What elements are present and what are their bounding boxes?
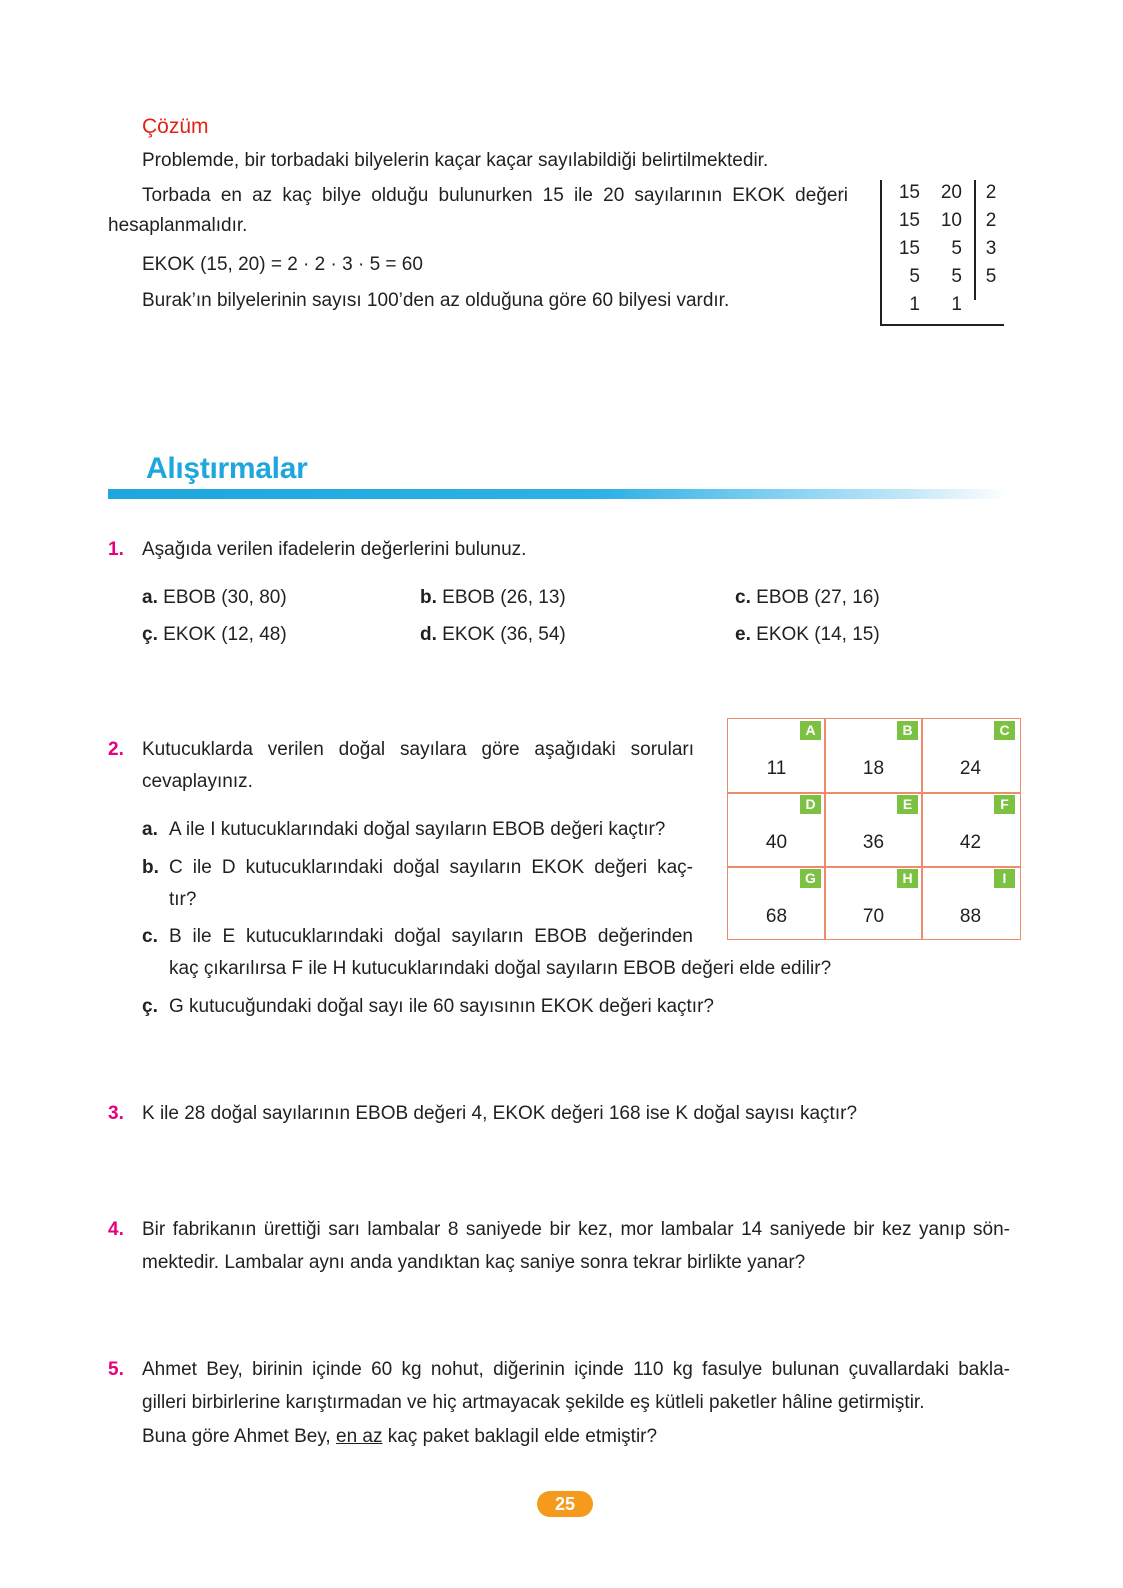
factor-divisor: 2: [985, 182, 997, 203]
grid-cell-value: 40: [765, 832, 788, 853]
q1-item-text: EBOB (27, 16): [756, 587, 880, 608]
grid-cell-d: [728, 793, 825, 866]
factor-cell: 1: [909, 294, 920, 315]
grid-cell-letter: B: [897, 721, 918, 740]
q1-item-text: EBOB (26, 13): [442, 587, 566, 608]
q1-item-b: [420, 586, 566, 610]
grid-cell-value: 36: [862, 832, 885, 853]
q1-item-text: EBOB (30, 80): [163, 587, 287, 608]
q5-text-line-1: Ahmet Bey, birinin içinde 60 kg nohut, diğerinin içinde 110 kg fasulye bulunan çuvallardaki bakla-: [142, 1359, 1010, 1380]
q2-a-label: a.: [142, 819, 158, 840]
q5-text-line-2: gilleri birbirlerine karıştırmadan ve hiç artmayacak şekilde eş kütleli paketler hâline getirmiştir.: [142, 1392, 925, 1413]
factor-cell: 5: [909, 266, 920, 287]
q2-c-label: c.: [142, 926, 158, 947]
solution-paragraph-2-line-1: Torbada en az kaç bilye olduğu bulunurken 15 ile 20 sayılarının EKOK değeri: [142, 185, 848, 206]
q3-number: 3.: [108, 1103, 124, 1124]
q1-item-label: d.: [420, 624, 437, 645]
solution-conclusion: Burak’ın bilyelerinin sayısı 100’den az olduğuna göre 60 bilyesi vardır.: [142, 290, 730, 311]
q2-a-text: A ile I kutucuklarındaki doğal sayıların EBOB değeri kaçtır?: [169, 819, 666, 840]
q1-text: Aşağıda verilen ifadelerin değerlerini bulunuz.: [142, 539, 527, 560]
q5-text-line-3: [142, 1425, 657, 1449]
factor-divisor: 5: [985, 266, 997, 287]
grid-cell-h: [825, 867, 922, 940]
q1-item-d: [420, 623, 566, 647]
grid-cell-g: [728, 867, 825, 940]
q5-text-underline: en az: [336, 1426, 383, 1447]
q2-number: 2.: [108, 739, 124, 760]
q2-cc-label: ç.: [142, 996, 158, 1017]
factor-cell: 20: [940, 182, 962, 203]
grid-cell-value: 70: [862, 906, 885, 927]
q1-number: 1.: [108, 539, 124, 560]
q2-b-text-line-1: C ile D kutucuklarındaki doğal sayıların EKOK değeri kaç-: [169, 857, 693, 878]
number-grid: [727, 718, 1021, 940]
q2-cc-text: G kutucuğundaki doğal sayı ile 60 sayısının EKOK değeri kaçtır?: [169, 996, 714, 1017]
q1-item-c: [735, 586, 880, 610]
factor-table-bottom-rule: [880, 324, 1004, 326]
grid-cell-value: 11: [766, 758, 787, 779]
page-number: 25: [537, 1491, 593, 1517]
grid-cell-value: 18: [862, 758, 885, 779]
q2-text-line-2: cevaplayınız.: [142, 771, 253, 792]
q2-b-text-line-2: tır?: [169, 889, 197, 910]
q2-text-line-1: Kutucuklarda verilen doğal sayılara göre aşağıdaki soruları: [142, 739, 694, 760]
factor-cell: 5: [951, 238, 962, 259]
grid-cell-i: [922, 867, 1019, 940]
solution-formula: EKOK (15, 20) = 2 · 2 · 3 · 5 = 60: [142, 254, 423, 275]
q5-number: 5.: [108, 1359, 124, 1380]
q1-item-e: [735, 623, 880, 647]
factor-cell: 1: [951, 294, 962, 315]
q2-b-label: b.: [142, 857, 159, 878]
grid-cell-letter: A: [800, 721, 821, 740]
grid-cell-value: 42: [959, 832, 982, 853]
factor-table-divider-rule: [974, 180, 976, 300]
q1-item-text: EKOK (12, 48): [163, 624, 287, 645]
grid-cell-b: [825, 719, 922, 792]
q2-c-text-line-2: kaç çıkarılırsa F ile H kutucuklarındaki doğal sayıların EBOB değeri elde edilir?: [169, 958, 832, 979]
grid-cell-letter: G: [800, 869, 821, 888]
factor-cell: 15: [898, 210, 920, 231]
factor-cell: 15: [898, 182, 920, 203]
grid-cell-value: 68: [765, 906, 788, 927]
q1-item-text: EKOK (36, 54): [442, 624, 566, 645]
solution-paragraph-1: Problemde, bir torbadaki bilyelerin kaçar kaçar sayılabildiği belirtilmektedir.: [142, 150, 769, 171]
solution-heading: Çözüm: [142, 115, 209, 138]
grid-cell-letter: E: [897, 795, 918, 814]
q1-item-label: ç.: [142, 624, 158, 645]
q5-text-pre: Buna göre Ahmet Bey,: [142, 1426, 336, 1447]
grid-cell-e: [825, 793, 922, 866]
q1-item-label: c.: [735, 587, 751, 608]
grid-cell-a: [728, 719, 825, 792]
q1-item-label: a.: [142, 587, 158, 608]
grid-cell-letter: I: [994, 869, 1015, 888]
factor-cell: 5: [951, 266, 962, 287]
factor-divisor: 2: [985, 210, 997, 231]
grid-cell-value: 24: [959, 758, 982, 779]
section-title: Alıştırmalar: [146, 452, 308, 485]
q4-text-line-2: mektedir. Lambalar aynı anda yandıktan kaç saniye sonra tekrar birlikte yanar?: [142, 1252, 806, 1273]
q4-text-line-1: Bir fabrikanın ürettiği sarı lambalar 8 saniyede bir kez, mor lambalar 14 saniyede bir kez yanıp sön-: [142, 1219, 1010, 1240]
grid-cell-value: 88: [959, 906, 982, 927]
q3-text: K ile 28 doğal sayılarının EBOB değeri 4, EKOK değeri 168 ise K doğal sayısı kaçtır?: [142, 1103, 858, 1124]
solution-paragraph-2-line-2: hesaplanmalıdır.: [108, 215, 248, 236]
q1-item-label: e.: [735, 624, 751, 645]
q4-number: 4.: [108, 1219, 124, 1240]
factor-divisor: 3: [985, 238, 997, 259]
factor-cell: 15: [898, 238, 920, 259]
q1-item-label: b.: [420, 587, 437, 608]
grid-cell-letter: H: [897, 869, 918, 888]
section-title-bar: [108, 489, 1008, 499]
factor-cell: 10: [940, 210, 962, 231]
q5-text-post: kaç paket baklagil elde etmiştir?: [382, 1426, 658, 1447]
q2-c-text-line-1: B ile E kutucuklarındaki doğal sayıların EBOB değerinden: [169, 926, 693, 947]
grid-cell-c: [922, 719, 1019, 792]
factor-table: [880, 180, 1004, 328]
q1-item-text: EKOK (14, 15): [756, 624, 880, 645]
grid-cell-f: [922, 793, 1019, 866]
grid-cell-letter: C: [994, 721, 1015, 740]
q1-item-cc: [142, 623, 287, 647]
grid-cell-letter: F: [994, 795, 1015, 814]
q1-item-a: [142, 586, 287, 610]
grid-cell-letter: D: [800, 795, 821, 814]
